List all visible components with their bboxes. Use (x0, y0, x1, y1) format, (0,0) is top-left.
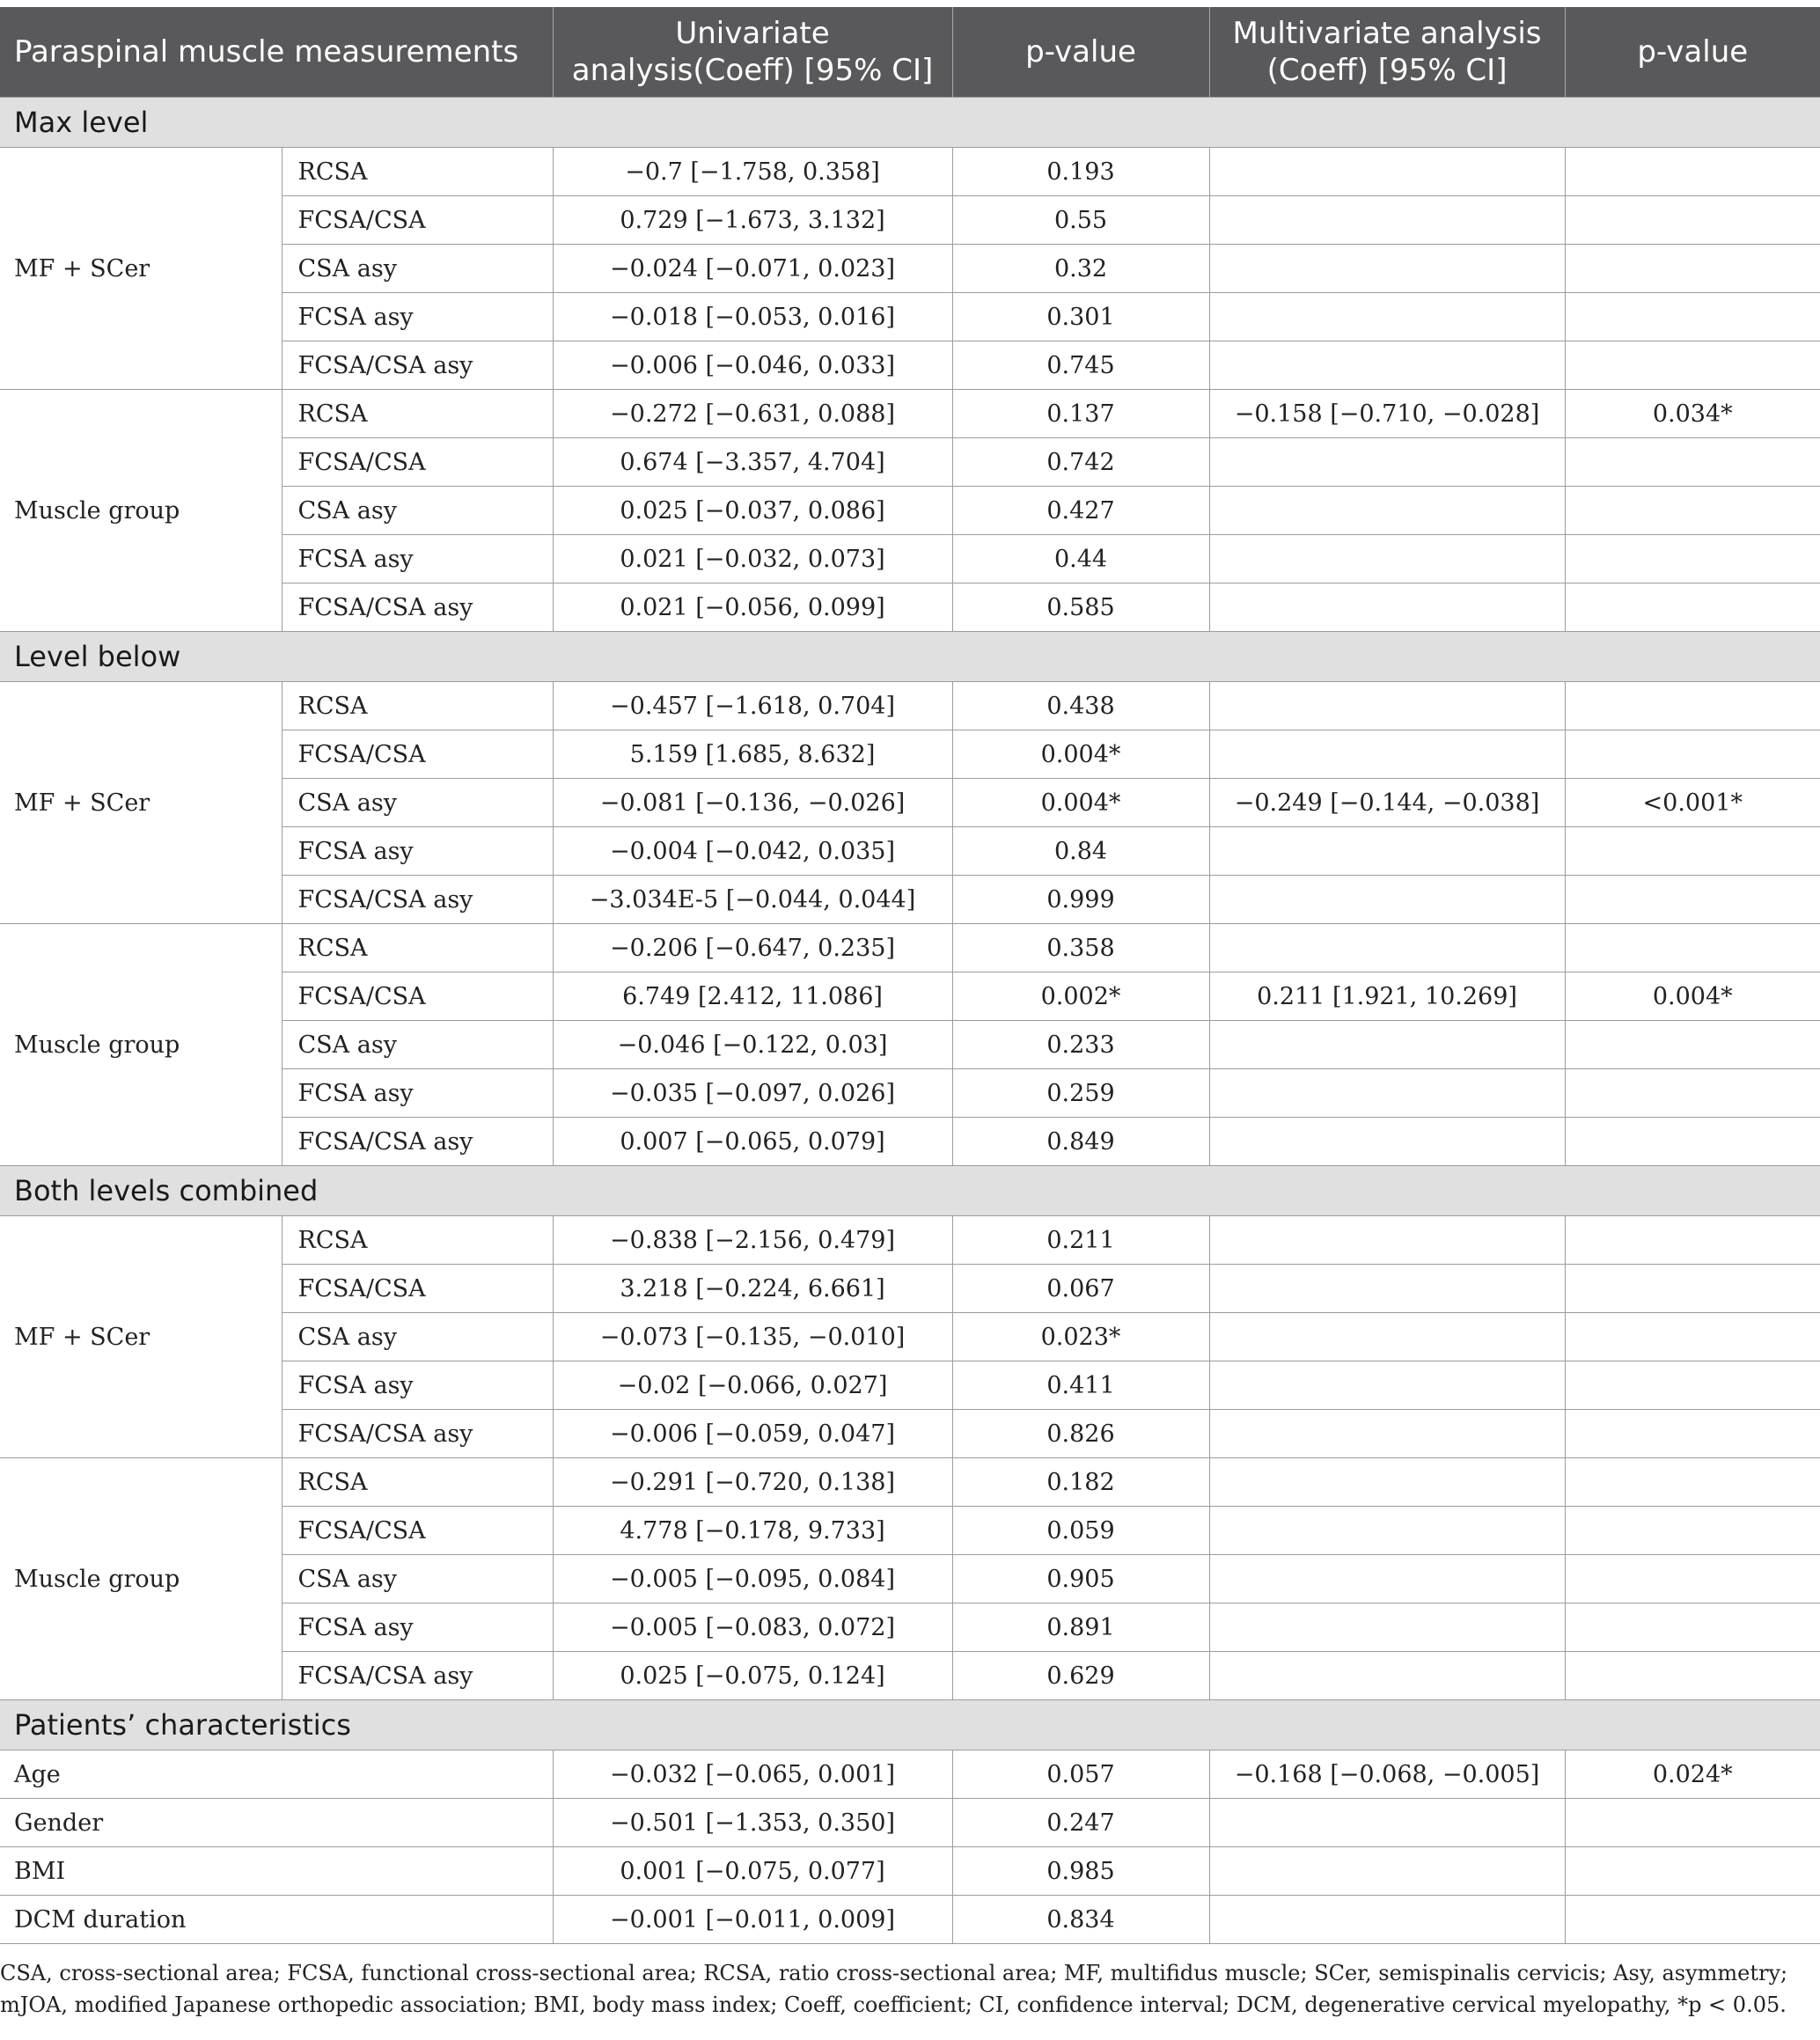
multivariate-pvalue-cell (1565, 583, 1820, 632)
univariate-pvalue-cell: 0.059 (952, 1507, 1209, 1555)
multivariate-pvalue-cell (1565, 827, 1820, 876)
univariate-cell: −0.073 [−0.135, −0.010] (553, 1313, 952, 1361)
multivariate-cell (1209, 535, 1565, 583)
section-header-row (0, 1700, 1820, 1750)
multivariate-pvalue-cell (1565, 1313, 1820, 1361)
measure-cell: FCSA/CSA asy (282, 1652, 553, 1700)
univariate-cell: 0.021 [−0.056, 0.099] (553, 583, 952, 632)
univariate-cell: 6.749 [2.412, 11.086] (553, 972, 952, 1021)
measure-cell: CSA asy (282, 779, 553, 827)
measure-cell: FCSA/CSA asy (282, 1118, 553, 1166)
multivariate-pvalue-cell: 0.024* (1565, 1750, 1820, 1799)
measure-cell: RCSA (282, 148, 553, 196)
characteristic-label-cell: Gender (0, 1799, 553, 1847)
univariate-cell: −0.081 [−0.136, −0.026] (553, 779, 952, 827)
measure-cell: RCSA (282, 1216, 553, 1265)
univariate-pvalue-cell: 0.247 (952, 1799, 1209, 1847)
section-title: Patients’ characteristics (0, 1700, 1820, 1750)
univariate-cell: −0.006 [−0.059, 0.047] (553, 1410, 952, 1458)
univariate-cell: 0.021 [−0.032, 0.073] (553, 535, 952, 583)
table-row (0, 1847, 1820, 1896)
multivariate-cell (1209, 730, 1565, 779)
multivariate-pvalue-cell (1565, 1896, 1820, 1944)
univariate-pvalue-cell: 0.411 (952, 1361, 1209, 1410)
multivariate-cell (1209, 196, 1565, 245)
multivariate-pvalue-cell (1565, 148, 1820, 196)
univariate-cell: 0.729 [−1.673, 3.132] (553, 196, 952, 245)
multivariate-cell (1209, 341, 1565, 390)
table-row (0, 390, 1820, 438)
univariate-pvalue-cell: 0.193 (952, 148, 1209, 196)
multivariate-pvalue-cell (1565, 1361, 1820, 1410)
multivariate-cell (1209, 1021, 1565, 1069)
section-header-row (0, 1166, 1820, 1216)
table-row (0, 682, 1820, 730)
univariate-pvalue-cell: 0.057 (952, 1750, 1209, 1799)
table-row (0, 1458, 1820, 1507)
section-header-row (0, 632, 1820, 682)
univariate-cell: −0.032 [−0.065, 0.001] (553, 1750, 952, 1799)
univariate-cell: 0.007 [−0.065, 0.079] (553, 1118, 952, 1166)
multivariate-cell (1209, 1458, 1565, 1507)
measure-cell: RCSA (282, 390, 553, 438)
univariate-pvalue-cell: 0.137 (952, 390, 1209, 438)
univariate-pvalue-cell: 0.002* (952, 972, 1209, 1021)
multivariate-cell (1209, 1847, 1565, 1896)
multivariate-cell: 0.211 [1.921, 10.269] (1209, 972, 1565, 1021)
multivariate-cell (1209, 1069, 1565, 1118)
multivariate-pvalue-cell (1565, 1118, 1820, 1166)
multivariate-cell (1209, 293, 1565, 341)
univariate-pvalue-cell: 0.905 (952, 1555, 1209, 1603)
table-row (0, 1750, 1820, 1799)
multivariate-cell (1209, 1603, 1565, 1652)
results-table-container (0, 7, 1820, 1944)
group-name-cell: Muscle group (0, 924, 282, 1166)
multivariate-cell (1209, 1896, 1565, 1944)
multivariate-pvalue-cell (1565, 196, 1820, 245)
group-name-cell: Muscle group (0, 390, 282, 632)
measure-cell: FCSA asy (282, 535, 553, 583)
univariate-pvalue-cell: 0.067 (952, 1265, 1209, 1313)
univariate-pvalue-cell: 0.004* (952, 730, 1209, 779)
section-header-row (0, 98, 1820, 148)
characteristic-label-cell: BMI (0, 1847, 553, 1896)
univariate-cell: −0.024 [−0.071, 0.023] (553, 245, 952, 293)
univariate-pvalue-cell: 0.834 (952, 1896, 1209, 1944)
section-title: Level below (0, 632, 1820, 682)
multivariate-pvalue-cell (1565, 341, 1820, 390)
univariate-cell: −0.272 [−0.631, 0.088] (553, 390, 952, 438)
univariate-pvalue-cell: 0.32 (952, 245, 1209, 293)
multivariate-pvalue-cell (1565, 293, 1820, 341)
univariate-pvalue-cell: 0.891 (952, 1603, 1209, 1652)
multivariate-pvalue-cell (1565, 1799, 1820, 1847)
measure-cell: FCSA/CSA asy (282, 341, 553, 390)
multivariate-pvalue-cell (1565, 682, 1820, 730)
univariate-cell: −0.001 [−0.011, 0.009] (553, 1896, 952, 1944)
multivariate-cell (1209, 583, 1565, 632)
univariate-cell: −0.006 [−0.046, 0.033] (553, 341, 952, 390)
multivariate-pvalue-cell (1565, 487, 1820, 535)
header-pvalue-univariate: p-value (952, 7, 1209, 98)
measure-cell: FCSA asy (282, 1069, 553, 1118)
univariate-cell: −0.291 [−0.720, 0.138] (553, 1458, 952, 1507)
measure-cell: FCSA asy (282, 1603, 553, 1652)
multivariate-cell (1209, 827, 1565, 876)
univariate-cell: −0.035 [−0.097, 0.026] (553, 1069, 952, 1118)
univariate-pvalue-cell: 0.826 (952, 1410, 1209, 1458)
multivariate-pvalue-cell (1565, 535, 1820, 583)
multivariate-cell (1209, 924, 1565, 972)
measure-cell: FCSA/CSA (282, 1265, 553, 1313)
multivariate-cell (1209, 148, 1565, 196)
multivariate-cell (1209, 1216, 1565, 1265)
multivariate-pvalue-cell (1565, 1265, 1820, 1313)
multivariate-pvalue-cell (1565, 1021, 1820, 1069)
multivariate-cell (1209, 487, 1565, 535)
univariate-pvalue-cell: 0.004* (952, 779, 1209, 827)
multivariate-cell (1209, 1361, 1565, 1410)
univariate-pvalue-cell: 0.427 (952, 487, 1209, 535)
table-row (0, 924, 1820, 972)
multivariate-pvalue-cell: <0.001* (1565, 779, 1820, 827)
header-measure: Paraspinal muscle measurements (0, 7, 553, 98)
header-multivariate: Multivariate analysis (Coeff) [95% CI] (1209, 7, 1565, 98)
univariate-cell: 0.025 [−0.075, 0.124] (553, 1652, 952, 1700)
measure-cell: FCSA asy (282, 827, 553, 876)
multivariate-pvalue-cell (1565, 1507, 1820, 1555)
multivariate-cell (1209, 1265, 1565, 1313)
multivariate-cell: −0.158 [−0.710, −0.028] (1209, 390, 1565, 438)
multivariate-cell (1209, 1555, 1565, 1603)
univariate-pvalue-cell: 0.84 (952, 827, 1209, 876)
univariate-cell: 4.778 [−0.178, 9.733] (553, 1507, 952, 1555)
multivariate-cell (1209, 682, 1565, 730)
univariate-cell: −0.501 [−1.353, 0.350] (553, 1799, 952, 1847)
univariate-cell: 3.218 [−0.224, 6.661] (553, 1265, 952, 1313)
measure-cell: CSA asy (282, 1313, 553, 1361)
univariate-cell: −3.034E-5 [−0.044, 0.044] (553, 876, 952, 924)
multivariate-pvalue-cell (1565, 1847, 1820, 1896)
header-univariate: Univariate analysis(Coeff) [95% CI] (553, 7, 952, 98)
multivariate-pvalue-cell (1565, 1410, 1820, 1458)
measure-cell: FCSA/CSA (282, 438, 553, 487)
header-pvalue-multivariate: p-value (1565, 7, 1820, 98)
univariate-cell: −0.838 [−2.156, 0.479] (553, 1216, 952, 1265)
univariate-cell: −0.02 [−0.066, 0.027] (553, 1361, 952, 1410)
multivariate-pvalue-cell (1565, 730, 1820, 779)
univariate-pvalue-cell: 0.023* (952, 1313, 1209, 1361)
measure-cell: FCSA/CSA asy (282, 1410, 553, 1458)
univariate-pvalue-cell: 0.849 (952, 1118, 1209, 1166)
multivariate-pvalue-cell (1565, 876, 1820, 924)
group-name-cell: Muscle group (0, 1458, 282, 1700)
multivariate-pvalue-cell: 0.004* (1565, 972, 1820, 1021)
multivariate-pvalue-cell (1565, 1216, 1820, 1265)
univariate-pvalue-cell: 0.259 (952, 1069, 1209, 1118)
univariate-pvalue-cell: 0.742 (952, 438, 1209, 487)
measure-cell: FCSA asy (282, 293, 553, 341)
multivariate-cell: −0.249 [−0.144, −0.038] (1209, 779, 1565, 827)
characteristic-label-cell: Age (0, 1750, 553, 1799)
measure-cell: FCSA/CSA (282, 1507, 553, 1555)
univariate-cell: 0.001 [−0.075, 0.077] (553, 1847, 952, 1896)
multivariate-cell (1209, 1313, 1565, 1361)
multivariate-cell (1209, 1507, 1565, 1555)
measure-cell: FCSA asy (282, 1361, 553, 1410)
table-row (0, 1216, 1820, 1265)
section-title: Max level (0, 98, 1820, 148)
multivariate-cell (1209, 1799, 1565, 1847)
univariate-cell: −0.046 [−0.122, 0.03] (553, 1021, 952, 1069)
univariate-pvalue-cell: 0.629 (952, 1652, 1209, 1700)
univariate-cell: −0.7 [−1.758, 0.358] (553, 148, 952, 196)
univariate-pvalue-cell: 0.745 (952, 341, 1209, 390)
multivariate-pvalue-cell (1565, 1069, 1820, 1118)
characteristic-label-cell: DCM duration (0, 1896, 553, 1944)
measure-cell: CSA asy (282, 245, 553, 293)
measure-cell: CSA asy (282, 1555, 553, 1603)
measure-cell: CSA asy (282, 487, 553, 535)
multivariate-cell (1209, 1118, 1565, 1166)
measure-cell: FCSA/CSA asy (282, 583, 553, 632)
group-name-cell: MF + SCer (0, 682, 282, 924)
table-body (0, 98, 1820, 1944)
measure-cell: RCSA (282, 1458, 553, 1507)
measure-cell: FCSA/CSA (282, 972, 553, 1021)
group-name-cell: MF + SCer (0, 1216, 282, 1458)
multivariate-cell (1209, 1410, 1565, 1458)
results-table (0, 7, 1820, 1944)
univariate-cell: 0.025 [−0.037, 0.086] (553, 487, 952, 535)
univariate-cell: −0.005 [−0.083, 0.072] (553, 1603, 952, 1652)
univariate-cell: −0.005 [−0.095, 0.084] (553, 1555, 952, 1603)
measure-cell: CSA asy (282, 1021, 553, 1069)
univariate-pvalue-cell: 0.301 (952, 293, 1209, 341)
univariate-cell: 5.159 [1.685, 8.632] (553, 730, 952, 779)
multivariate-cell (1209, 245, 1565, 293)
table-row (0, 1799, 1820, 1847)
multivariate-pvalue-cell (1565, 438, 1820, 487)
multivariate-pvalue-cell (1565, 1458, 1820, 1507)
table-row (0, 148, 1820, 196)
univariate-cell: −0.457 [−1.618, 0.704] (553, 682, 952, 730)
multivariate-pvalue-cell (1565, 1555, 1820, 1603)
univariate-pvalue-cell: 0.182 (952, 1458, 1209, 1507)
measure-cell: FCSA/CSA (282, 196, 553, 245)
table-row (0, 1896, 1820, 1944)
multivariate-pvalue-cell: 0.034* (1565, 390, 1820, 438)
group-name-cell: MF + SCer (0, 148, 282, 390)
univariate-cell: −0.206 [−0.647, 0.235] (553, 924, 952, 972)
multivariate-pvalue-cell (1565, 245, 1820, 293)
univariate-pvalue-cell: 0.211 (952, 1216, 1209, 1265)
univariate-pvalue-cell: 0.438 (952, 682, 1209, 730)
measure-cell: RCSA (282, 924, 553, 972)
univariate-pvalue-cell: 0.985 (952, 1847, 1209, 1896)
univariate-pvalue-cell: 0.233 (952, 1021, 1209, 1069)
multivariate-cell (1209, 438, 1565, 487)
univariate-pvalue-cell: 0.55 (952, 196, 1209, 245)
table-footnote: CSA, cross-sectional area; FCSA, functional cross-sectional area; RCSA, ratio cross-sectional area; MF, multifidus muscle; SCer, semispinalis cervicis; Asy, asymmetry; mJOA, modified Japanese orthopedic association; BMI, body mass index; Coeff, coefficient; CI, confidence interval; DCM, degenerative cervical myelopathy, *p < 0.05. (0, 1961, 1788, 2017)
measure-cell: FCSA/CSA asy (282, 876, 553, 924)
multivariate-cell: −0.168 [−0.068, −0.005] (1209, 1750, 1565, 1799)
multivariate-pvalue-cell (1565, 1652, 1820, 1700)
univariate-cell: 0.674 [−3.357, 4.704] (553, 438, 952, 487)
univariate-pvalue-cell: 0.585 (952, 583, 1209, 632)
table-header-row (0, 7, 1820, 98)
section-title: Both levels combined (0, 1166, 1820, 1216)
univariate-pvalue-cell: 0.44 (952, 535, 1209, 583)
multivariate-pvalue-cell (1565, 1603, 1820, 1652)
univariate-cell: −0.018 [−0.053, 0.016] (553, 293, 952, 341)
multivariate-cell (1209, 1652, 1565, 1700)
univariate-pvalue-cell: 0.999 (952, 876, 1209, 924)
univariate-cell: −0.004 [−0.042, 0.035] (553, 827, 952, 876)
multivariate-pvalue-cell (1565, 924, 1820, 972)
measure-cell: FCSA/CSA (282, 730, 553, 779)
measure-cell: RCSA (282, 682, 553, 730)
multivariate-cell (1209, 876, 1565, 924)
univariate-pvalue-cell: 0.358 (952, 924, 1209, 972)
